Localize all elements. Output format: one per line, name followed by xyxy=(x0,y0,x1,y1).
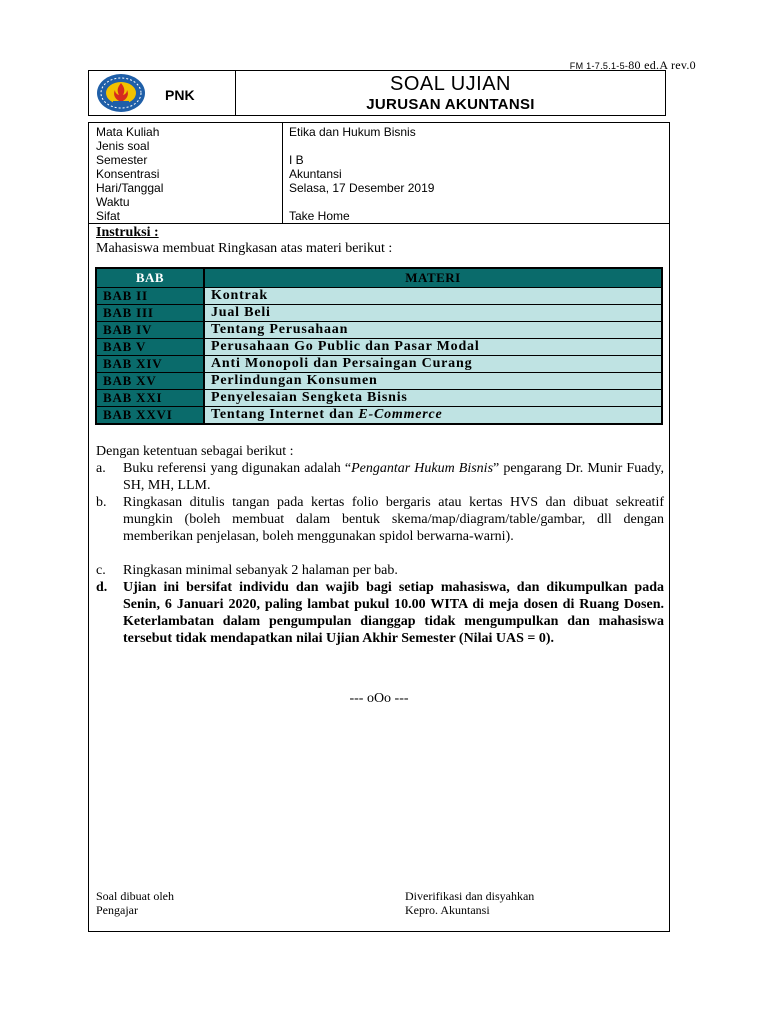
info-label: Waktu xyxy=(96,195,130,209)
signature-right-line2: Kepro. Akuntansi xyxy=(405,903,490,917)
condition-item-d xyxy=(96,579,664,664)
info-row-waktu xyxy=(89,195,669,209)
info-value: Etika dan Hukum Bisnis xyxy=(289,125,416,139)
exam-title: SOAL UJIAN xyxy=(390,73,511,95)
cell-bab: BAB V xyxy=(97,339,203,355)
pnk-logo-icon xyxy=(95,73,147,113)
cell-materi: Tentang Perusahaan xyxy=(205,322,661,338)
info-label: Jenis soal xyxy=(96,139,150,153)
signature-left xyxy=(96,889,174,917)
table-header xyxy=(97,269,661,287)
table-row xyxy=(97,305,661,322)
form-code-prefix: FM 1-7.5.1-5- xyxy=(569,61,629,71)
cell-materi: Penyelesaian Sengketa Bisnis xyxy=(205,390,661,406)
conditions-intro: Dengan ketentuan sebagai berikut : xyxy=(96,444,294,459)
condition-marker: b. xyxy=(96,495,107,510)
book-title: Pengantar Hukum Bisnis xyxy=(351,461,494,476)
condition-item-c xyxy=(96,562,664,579)
info-label: Semester xyxy=(96,153,148,167)
table-row xyxy=(97,407,661,424)
cell-bab: BAB XV xyxy=(97,373,203,389)
info-section xyxy=(89,123,669,224)
institution-name: PNK xyxy=(165,87,195,103)
condition-item-a xyxy=(96,460,664,494)
cell-materi: Perusahaan Go Public dan Pasar Modal xyxy=(205,339,661,355)
condition-marker: c. xyxy=(96,563,106,578)
cell-bab: BAB III xyxy=(97,305,203,321)
header-bab: BAB xyxy=(97,269,203,287)
signature-right xyxy=(405,889,534,917)
instructions-text: Mahasiswa membuat Ringkasan atas materi berikut : xyxy=(96,241,393,256)
signature-left-line2: Pengajar xyxy=(96,903,138,917)
info-value: Akuntansi xyxy=(289,167,342,181)
cell-materi: Anti Monopoli dan Persaingan Curang xyxy=(205,356,661,372)
instructions-heading: Instruksi : xyxy=(96,225,159,240)
info-row-konsentrasi xyxy=(89,167,669,181)
signature-left-line1: Soal dibuat oleh xyxy=(96,889,174,903)
logo-box xyxy=(88,70,236,116)
info-label: Mata Kuliah xyxy=(96,125,160,139)
info-row-jenis-soal xyxy=(89,139,669,153)
info-value: Selasa, 17 Desember 2019 xyxy=(289,181,435,195)
condition-text xyxy=(123,460,664,494)
condition-marker: a. xyxy=(96,461,106,476)
exam-frame xyxy=(88,122,670,932)
info-label: Sifat xyxy=(96,209,121,223)
cell-materi-italic: E-Commerce xyxy=(358,407,443,422)
exam-header xyxy=(88,70,666,116)
table-row xyxy=(97,390,661,407)
cell-materi: Perlindungan Konsumen xyxy=(205,373,661,389)
title-box xyxy=(236,70,666,116)
cell-materi: Kontrak xyxy=(205,288,661,304)
info-row-hari-tanggal xyxy=(89,181,669,195)
info-label: Konsentrasi xyxy=(96,167,160,181)
form-code-suffix: ed.A rev.0 xyxy=(640,58,696,72)
table-row xyxy=(97,373,661,390)
condition-marker: d. xyxy=(96,580,108,595)
bab-table xyxy=(95,267,663,425)
info-row-mata-kuliah xyxy=(89,125,669,139)
condition-text: Ringkasan ditulis tangan pada kertas folio bergaris atau kertas HVS dan dibuat sekreatif mungkin (boleh membuat dalam bentuk skema/map/diagram/table/gambar, dll dengan memberikan penjelasan, boleh menggunakan spidol berwarna-warni). xyxy=(123,495,664,544)
table-row xyxy=(97,288,661,305)
table-row xyxy=(97,339,661,356)
table-row xyxy=(97,356,661,373)
table-row xyxy=(97,322,661,339)
signature-right-line1: Diverifikasi dan disyahkan xyxy=(405,889,535,903)
info-label: Hari/Tanggal xyxy=(96,181,164,195)
cell-bab: BAB XXI xyxy=(97,390,203,406)
department-title: JURUSAN AKUNTANSI xyxy=(366,96,535,113)
header-materi: MATERI xyxy=(205,269,661,287)
cell-bab: BAB II xyxy=(97,288,203,304)
info-value: Take Home xyxy=(289,209,350,223)
cell-materi-text: Tentang Internet dan xyxy=(211,407,359,422)
cell-materi xyxy=(205,407,661,423)
cell-bab: BAB XXVI xyxy=(97,407,203,423)
cell-bab: BAB IV xyxy=(97,322,203,338)
info-row-semester xyxy=(89,153,669,167)
condition-text: Ujian ini bersifat individu dan wajib bagi setiap mahasiswa, dan dikumpulkan pada Senin, 6 Januari 2020, paling lambat pukul 10.00 WITA di meja dosen di Ruang Dosen. Keterlambatan dalam pengumpulan dianggap tidak mengumpulkan dan mahasiswa tersebut tidak mendapatkan nilai Ujian Akhir Semester (Nilai UAS = 0). xyxy=(123,580,664,646)
condition-text: Ringkasan minimal sebanyak 2 halaman per bab. xyxy=(123,563,398,578)
end-mark: --- oOo --- xyxy=(349,691,409,706)
condition-item-b xyxy=(96,494,664,562)
condition-text-after: ” pengarang Dr. Munir Fuady, SH, MH, LLM. xyxy=(123,461,664,493)
info-value: I B xyxy=(289,153,304,167)
cell-bab: BAB XIV xyxy=(97,356,203,372)
cell-materi: Jual Beli xyxy=(205,305,661,321)
info-row-sifat xyxy=(89,209,669,223)
form-code-number: 80 xyxy=(628,58,641,72)
condition-text-before: Buku referensi yang digunakan adalah “ xyxy=(123,461,352,476)
